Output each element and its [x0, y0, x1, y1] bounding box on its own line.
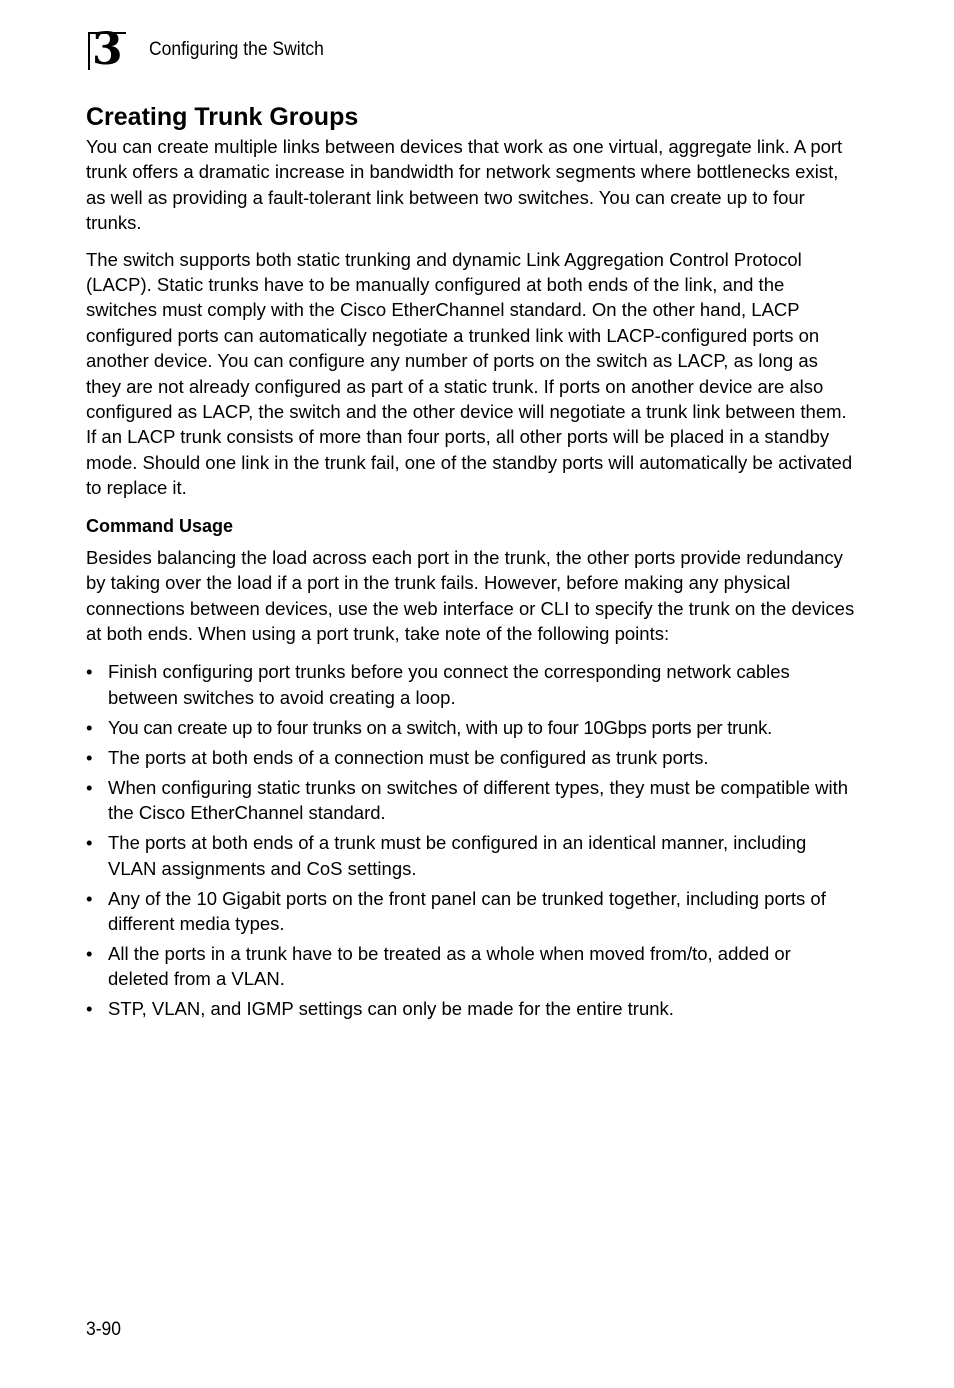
list-item	[86, 745, 856, 770]
bullet-icon: •	[86, 661, 93, 683]
list-item-text: STP, VLAN, and IGMP settings can only be made for the entire trunk.	[108, 998, 674, 1020]
command-usage-intro: Besides balancing the load across each port in the trunk, the other ports provide redundancy by taking over the load if a port in the trunk fails. However, before making any physical connections between devices, use the web interface or CLI to specify the trunk on the devices at both ends. When using a port trunk, take note of the following points:	[86, 546, 855, 644]
list-item-text: The ports at both ends of a connection must be configured as trunk ports.	[108, 746, 709, 768]
list-item-text: When configuring static trunks on switches of different types, they must be compatible with the Cisco EtherChannel standard.	[108, 776, 849, 824]
bullet-icon: •	[86, 942, 93, 964]
section-title: Creating Trunk Groups	[86, 103, 359, 131]
bullet-icon: •	[86, 832, 93, 854]
bullet-icon: •	[86, 887, 93, 909]
list-item-text: You can create up to four trunks on a switch, with up to four 10Gbps ports per trunk.	[108, 716, 772, 738]
chapter-number: 3	[92, 24, 123, 75]
list-item	[86, 715, 856, 740]
list-item	[86, 996, 856, 1021]
list-item	[86, 659, 856, 710]
list-item-text: Finish configuring port trunks before you connect the corresponding network cables between switches to avoid creating a loop.	[108, 661, 790, 708]
command-usage-heading: Command Usage	[86, 515, 234, 536]
bullet-icon: •	[86, 746, 93, 768]
bullet-icon: •	[86, 998, 93, 1020]
running-header-title: Configuring the Switch	[149, 39, 324, 60]
lacp-paragraph: The switch supports both static trunking and dynamic Link Aggregation Control Protocol (LACP). Static trunks have to be manually configured at both ends of the link, and the switches must comply with the Cisco EtherChannel standard. On the other hand, LACP configured ports can automatically negotiate a trunked link with LACP-configured ports on another device. You can configure any number of ports on the switch as LACP, as long as they are not already configured as part of a static trunk. If ports on another device are also configured as LACP, the switch and the other device will negotiate a trunk link between them. If an LACP trunk consists of more than four ports, all other ports will be placed in a standby mode. Should one link in the trunk fail, one of the standby ports will automatically be activated to replace it.	[86, 248, 853, 499]
bullet-icon: •	[86, 776, 93, 798]
intro-paragraph: You can create multiple links between devices that work as one virtual, aggregate link. A port trunk offers a dramatic increase in bandwidth for network segments where bottlenecks exist, as well as providing a fault-tolerant link between two switches. You can create up to four trunks.	[86, 136, 843, 234]
list-item-text: All the ports in a trunk have to be treated as a whole when moved from/to, added or deleted from a VLAN.	[108, 942, 791, 990]
page-number: 3-90	[86, 1319, 121, 1340]
bullet-icon: •	[86, 716, 93, 738]
list-item-text: Any of the 10 Gigabit ports on the front panel can be trunked together, including ports of different media types.	[108, 887, 826, 934]
page-content	[86, 101, 856, 1026]
list-item	[86, 886, 856, 937]
list-item	[86, 775, 856, 826]
list-item-text: The ports at both ends of a trunk must be configured in an identical manner, including VLAN assignments and CoS settings.	[108, 832, 807, 879]
list-item	[86, 830, 856, 881]
command-usage-list	[86, 659, 856, 1021]
list-item	[86, 941, 856, 992]
